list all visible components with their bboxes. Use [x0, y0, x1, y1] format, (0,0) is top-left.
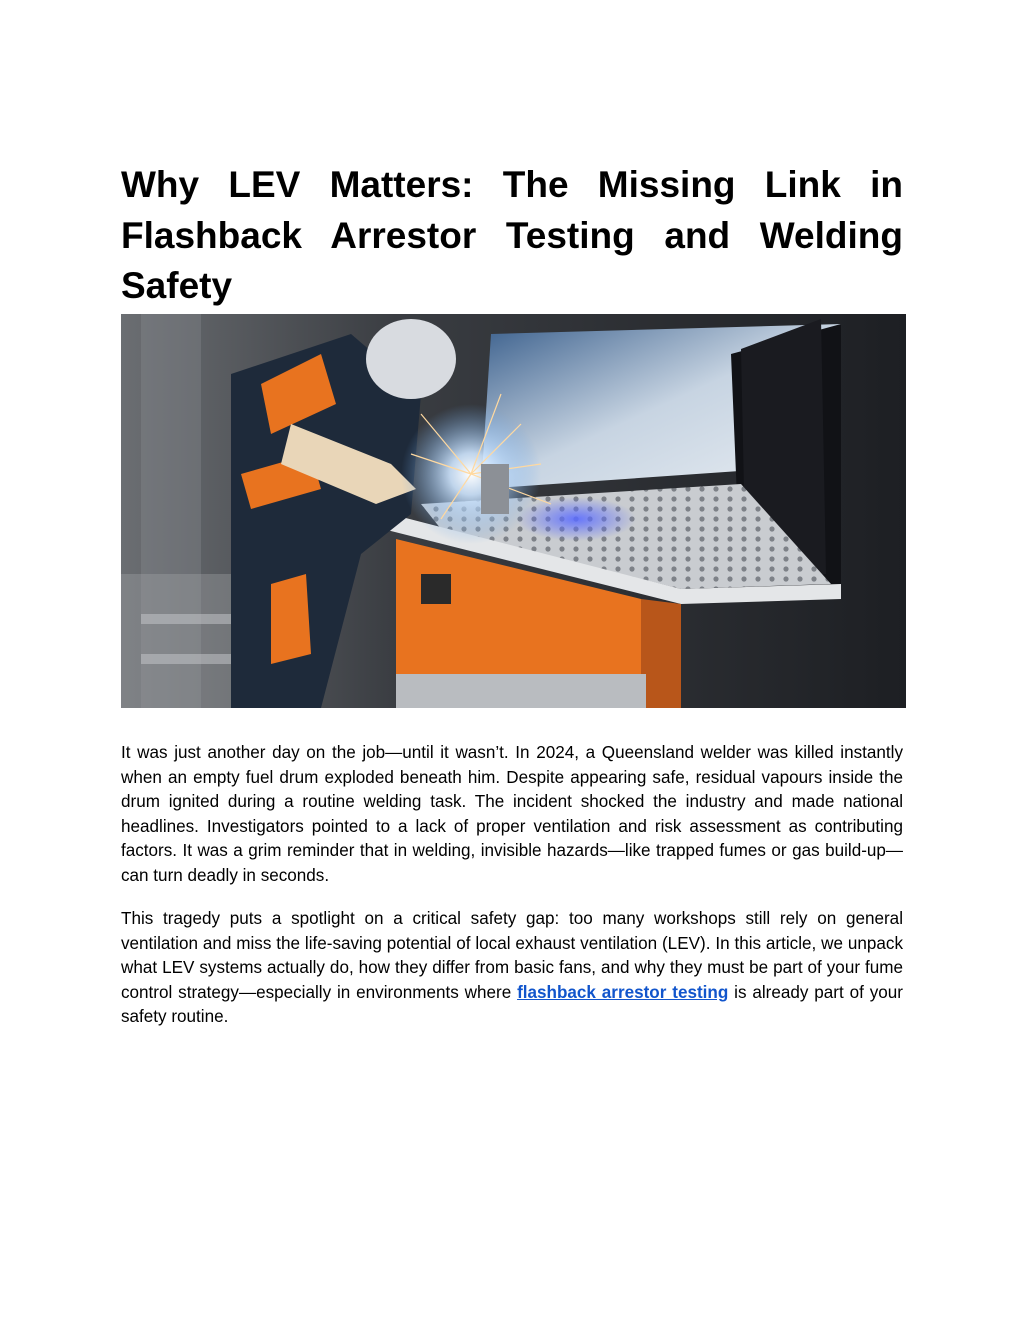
paragraph-lev [121, 907, 903, 1030]
welding-photo [121, 314, 906, 708]
article-title: Why LEV Matters: The Missing Link in Flashback Arrestor Testing and Welding Safety [121, 164, 903, 306]
paragraph-lev-text-end: is already part of your safety routine. [121, 982, 903, 1027]
welding-fume-extraction-table-photo [121, 314, 906, 708]
flashback-arrestor-testing-link[interactable]: flashback arrestor testing [517, 982, 729, 1002]
paragraph-intro: It was just another day on the job—until it wasn’t. In 2024, a Queensland welder was killed instantly when an empty fuel drum exploded beneath him. Despite appearing safe, residual vapours inside the drum ignited during a routine welding task. The incident shocked the industry and made national headlines. Investigators pointed to a lack of proper ventilation and risk assessment as contributing factors. It was a grim reminder that in welding, invisible hazards—like trapped fumes or gas build-up—can turn deadly in seconds. [121, 743, 903, 885]
paragraph-lev-text: This tragedy puts a spotlight on a critical safety gap: too many workshops still rely on general ventilation and miss the life-saving potential of local exhaust ventilation (LEV). In this article, we unpack what LEV systems actually do, how they differ from basic fans, and why they must be part of your fume control strategy—especially in environments where [121, 909, 903, 1002]
